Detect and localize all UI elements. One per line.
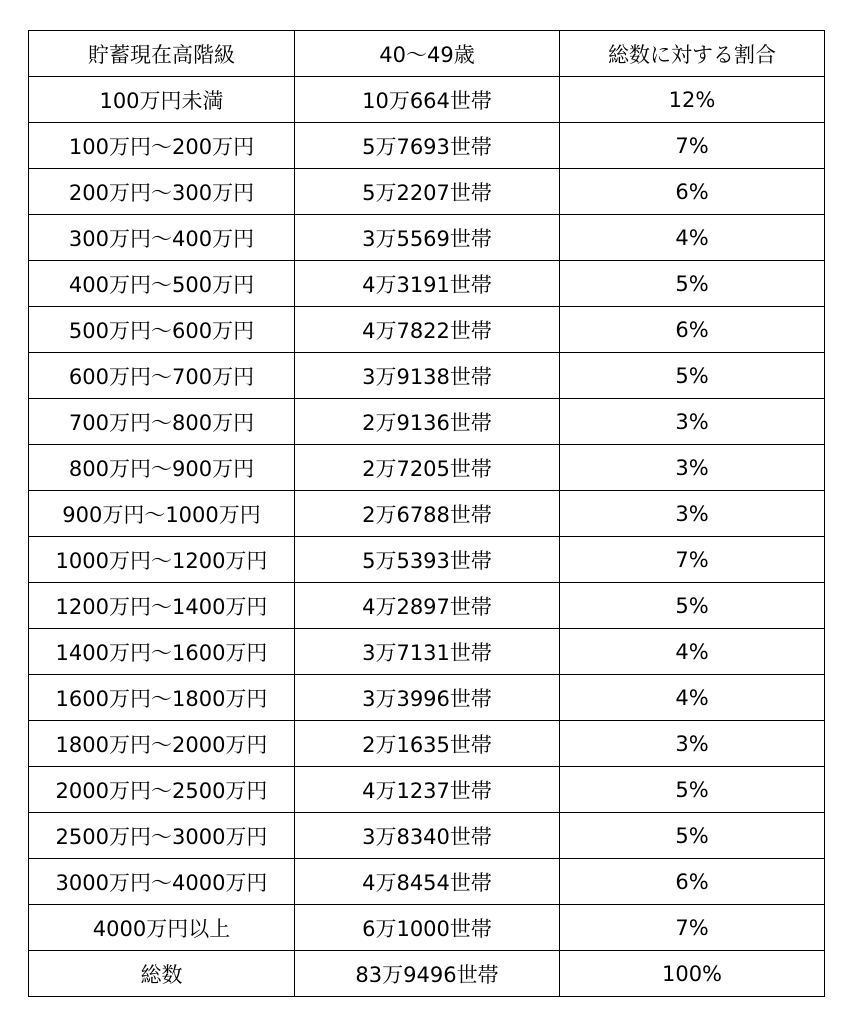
header-age-40-49: 40〜49歳 [295, 31, 560, 77]
cell-households: 2万1635世帯 [295, 721, 560, 767]
cell-households: 4万2897世帯 [295, 583, 560, 629]
cell-savings-class: 2500万円〜3000万円 [29, 813, 295, 859]
cell-households: 2万7205世帯 [295, 445, 560, 491]
table-row [29, 399, 825, 445]
cell-share: 5% [560, 767, 825, 813]
cell-households: 4万7822世帯 [295, 307, 560, 353]
table-row [29, 813, 825, 859]
cell-share: 5% [560, 353, 825, 399]
cell-households: 6万1000世帯 [295, 905, 560, 951]
table-row [29, 675, 825, 721]
cell-share: 5% [560, 583, 825, 629]
cell-share: 7% [560, 123, 825, 169]
cell-households: 4万8454世帯 [295, 859, 560, 905]
cell-savings-class: 700万円〜800万円 [29, 399, 295, 445]
cell-savings-class: 100万円未満 [29, 77, 295, 123]
cell-share: 7% [560, 905, 825, 951]
table-row [29, 537, 825, 583]
table-row [29, 215, 825, 261]
cell-share: 5% [560, 261, 825, 307]
table-row [29, 307, 825, 353]
cell-share: 4% [560, 629, 825, 675]
cell-savings-class: 500万円〜600万円 [29, 307, 295, 353]
cell-savings-class: 400万円〜500万円 [29, 261, 295, 307]
cell-households: 10万664世帯 [295, 77, 560, 123]
cell-share: 3% [560, 445, 825, 491]
cell-share: 12% [560, 77, 825, 123]
cell-households: 3万7131世帯 [295, 629, 560, 675]
cell-savings-class: 2000万円〜2500万円 [29, 767, 295, 813]
cell-share: 6% [560, 169, 825, 215]
cell-households: 83万9496世帯 [295, 951, 560, 997]
cell-savings-class: 600万円〜700万円 [29, 353, 295, 399]
cell-households: 2万9136世帯 [295, 399, 560, 445]
table-row [29, 261, 825, 307]
cell-savings-class: 800万円〜900万円 [29, 445, 295, 491]
table-row [29, 169, 825, 215]
table-row [29, 859, 825, 905]
cell-share: 3% [560, 491, 825, 537]
table-row-total [29, 951, 825, 997]
cell-share: 4% [560, 675, 825, 721]
table-row [29, 353, 825, 399]
cell-households: 3万9138世帯 [295, 353, 560, 399]
cell-share: 4% [560, 215, 825, 261]
cell-share: 6% [560, 859, 825, 905]
table-row [29, 721, 825, 767]
cell-savings-class: 1000万円〜1200万円 [29, 537, 295, 583]
table-header [29, 31, 825, 77]
cell-households: 3万8340世帯 [295, 813, 560, 859]
cell-share: 6% [560, 307, 825, 353]
table-row [29, 767, 825, 813]
cell-households: 3万5569世帯 [295, 215, 560, 261]
cell-savings-class: 1600万円〜1800万円 [29, 675, 295, 721]
cell-share: 3% [560, 721, 825, 767]
savings-table [28, 30, 825, 997]
cell-savings-class: 100万円〜200万円 [29, 123, 295, 169]
cell-households: 4万3191世帯 [295, 261, 560, 307]
cell-households: 3万3996世帯 [295, 675, 560, 721]
cell-households: 2万6788世帯 [295, 491, 560, 537]
table-row [29, 905, 825, 951]
cell-households: 5万2207世帯 [295, 169, 560, 215]
cell-savings-class: 3000万円〜4000万円 [29, 859, 295, 905]
table-row [29, 123, 825, 169]
cell-households: 5万7693世帯 [295, 123, 560, 169]
cell-savings-class: 1400万円〜1600万円 [29, 629, 295, 675]
table-row [29, 629, 825, 675]
cell-share: 3% [560, 399, 825, 445]
header-share-of-total: 総数に対する割合 [560, 31, 825, 77]
table-row [29, 583, 825, 629]
cell-share: 100% [560, 951, 825, 997]
header-savings-class: 貯蓄現在高階級 [29, 31, 295, 77]
cell-households: 4万1237世帯 [295, 767, 560, 813]
cell-savings-class: 総数 [29, 951, 295, 997]
cell-savings-class: 900万円〜1000万円 [29, 491, 295, 537]
cell-savings-class: 1200万円〜1400万円 [29, 583, 295, 629]
cell-share: 7% [560, 537, 825, 583]
cell-households: 5万5393世帯 [295, 537, 560, 583]
table-row [29, 491, 825, 537]
cell-savings-class: 300万円〜400万円 [29, 215, 295, 261]
cell-savings-class: 200万円〜300万円 [29, 169, 295, 215]
cell-savings-class: 4000万円以上 [29, 905, 295, 951]
table-row [29, 445, 825, 491]
table-row [29, 77, 825, 123]
table-body [29, 77, 825, 997]
header-row [29, 31, 825, 77]
cell-savings-class: 1800万円〜2000万円 [29, 721, 295, 767]
cell-share: 5% [560, 813, 825, 859]
